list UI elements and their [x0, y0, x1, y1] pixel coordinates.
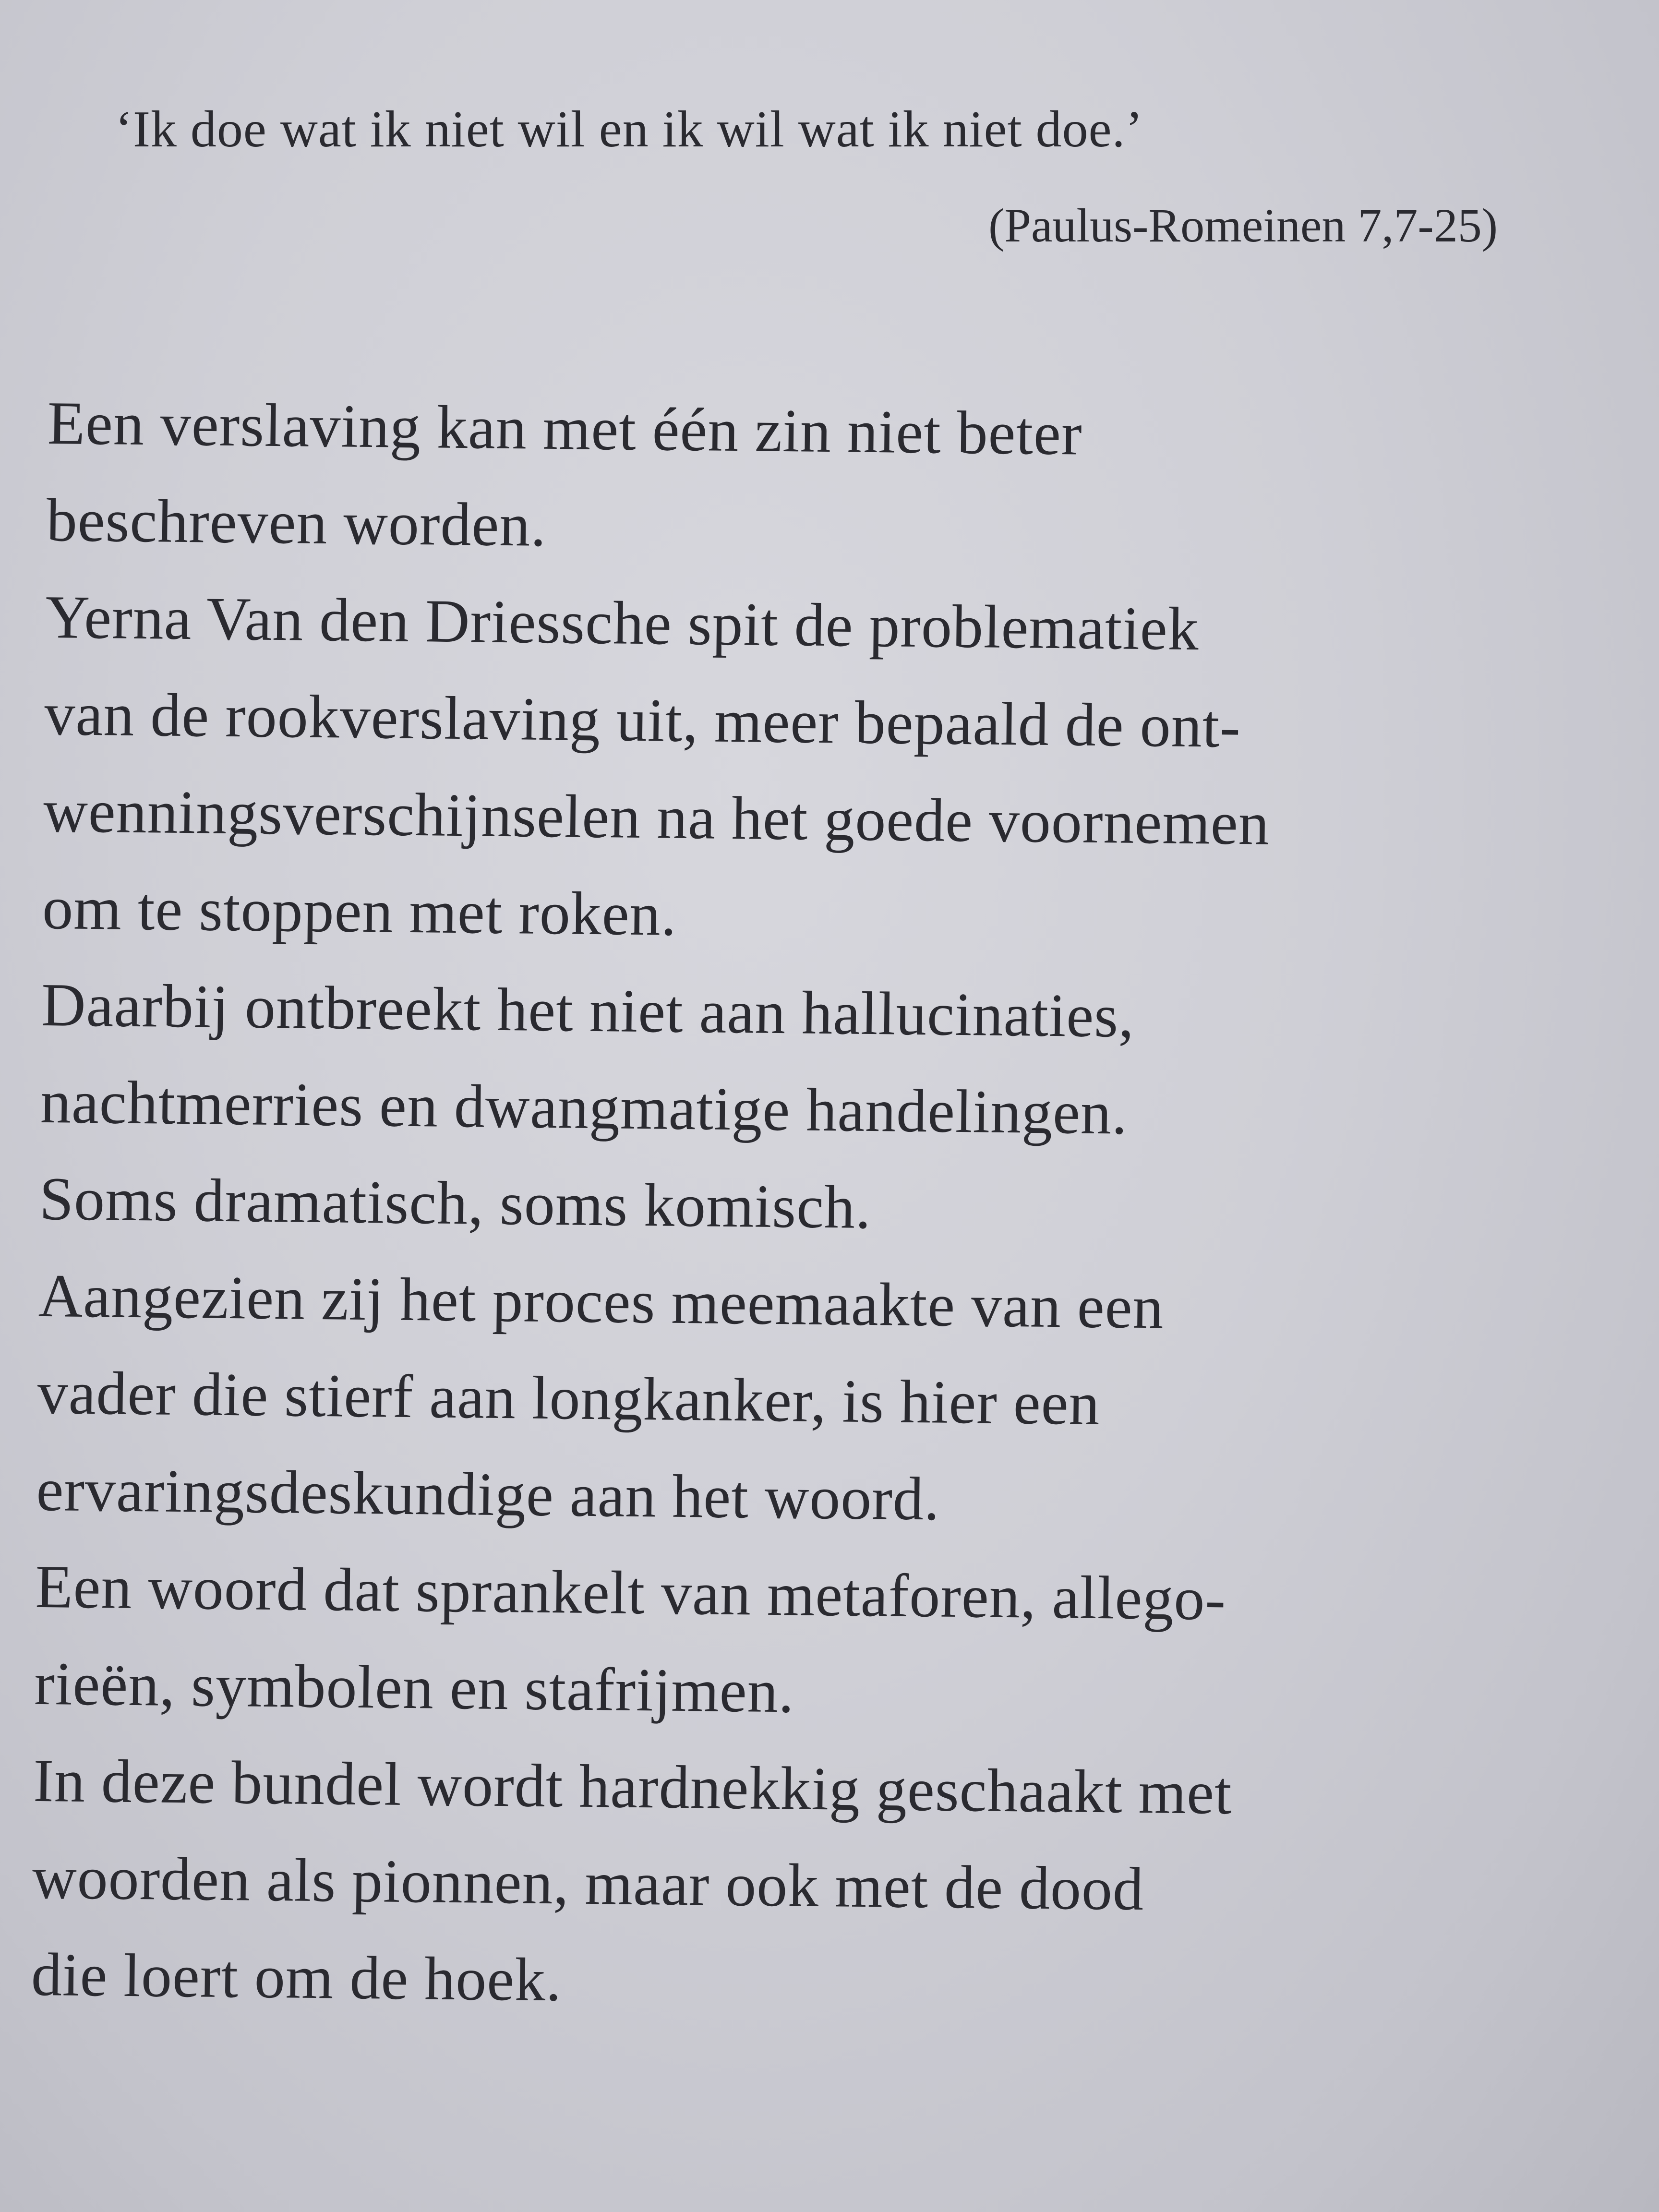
text-line: Yerna Van den Driessche spit de problematiek	[45, 582, 1200, 663]
text-line: Soms dramatisch, soms komisch.	[39, 1164, 872, 1242]
text-line: Daarbij ontbreekt het niet aan hallucinaties,	[41, 970, 1135, 1050]
text-line: beschreven worden.	[46, 485, 547, 559]
text-line: om te stoppen met roken.	[42, 873, 677, 949]
body-text	[31, 374, 1584, 2039]
text-line: nachtmerries en dwangmatige handelingen.	[40, 1067, 1128, 1147]
text-line: Een woord dat sprankelt van metaforen, allego-	[35, 1552, 1226, 1633]
text-line: Aangezien zij het proces meemaakte van een	[38, 1261, 1165, 1342]
epigraph-quote: ‘Ik doe wat ik niet wil en ik wil wat ik niet doe.’	[115, 101, 1143, 158]
epigraph	[115, 96, 1507, 259]
text-line: woorden als pionnen, maar ook met de dood	[32, 1843, 1144, 1923]
epigraph-source: (Paulus-Romeinen 7,7-25)	[988, 199, 1498, 252]
text-line: van de rookverslaving uit, meer bepaald de ont-	[44, 679, 1241, 761]
text-line: In deze bundel wordt hardnekkig geschaakt met	[33, 1746, 1233, 1827]
text-line: rieën, symbolen en stafrijmen.	[34, 1649, 795, 1726]
text-line: die loert om de hoek.	[31, 1940, 562, 2014]
text-line: Een verslaving kan met één zin niet beter	[47, 388, 1083, 468]
text-line: ervaringsdeskundige aan het woord.	[36, 1455, 940, 1533]
text-line: wenningsverschijnselen na het goede voornemen	[43, 776, 1270, 858]
text-line: vader die stierf aan longkanker, is hier een	[37, 1358, 1101, 1438]
